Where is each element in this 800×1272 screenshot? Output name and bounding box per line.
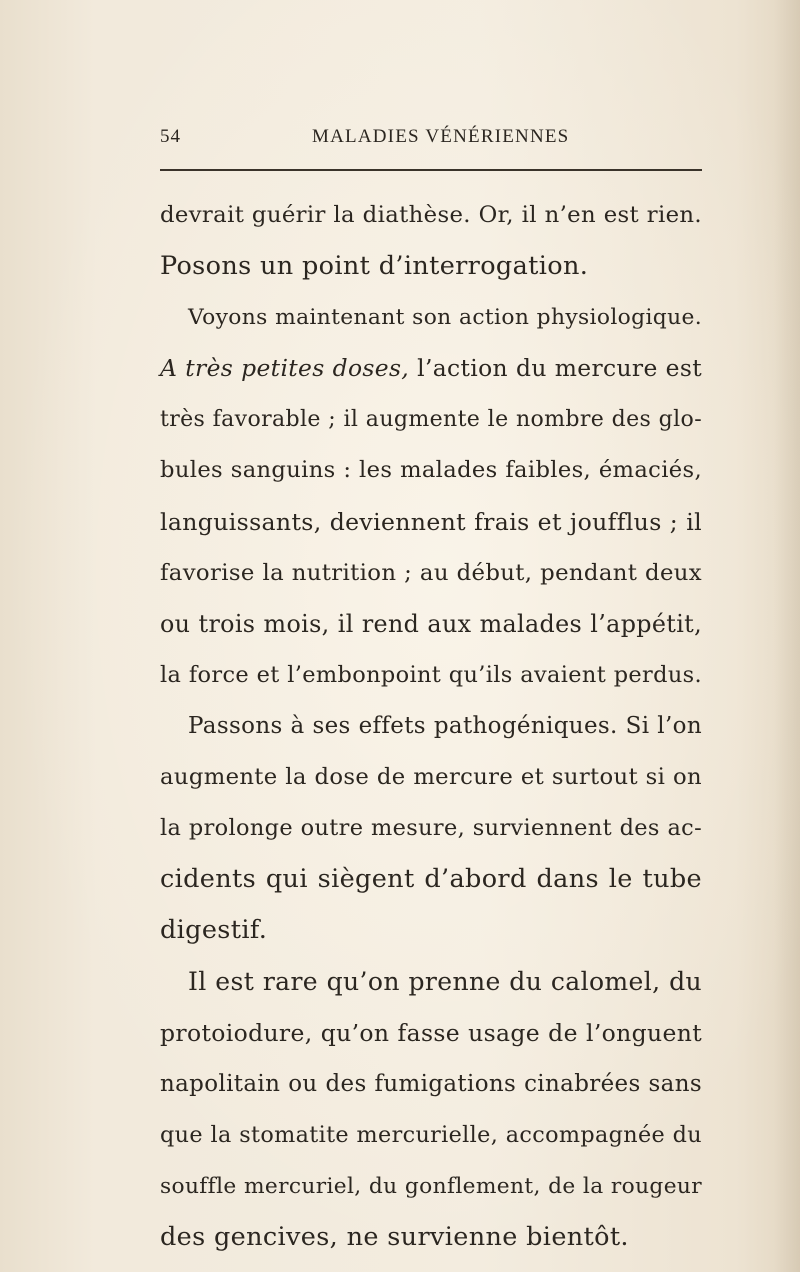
page-number: 54 xyxy=(160,126,181,147)
text-line: cidents qui siègent d’abord dans le tube xyxy=(160,864,702,895)
text-line: digestif. xyxy=(160,915,268,946)
page-edge-shadow xyxy=(774,0,800,1272)
text-line: bules sanguins : les malades faibles, émaciés, xyxy=(160,457,702,484)
text-line: ou trois mois, il rend aux malades l’appétit, xyxy=(160,609,702,638)
text-line: Voyons maintenant son action physiologique. xyxy=(188,305,702,331)
text-line: des gencives, ne survienne bientôt. xyxy=(160,1221,629,1252)
body-text xyxy=(160,190,702,1263)
text-line: la prolonge outre mesure, surviennent des ac- xyxy=(160,815,702,842)
text-line: Passons à ses effets pathogéniques. Si l’on xyxy=(188,712,702,739)
running-head xyxy=(160,122,702,152)
text-line: que la stomatite mercurielle, accompagnée du xyxy=(160,1121,702,1148)
header-rule xyxy=(160,169,702,171)
italic-phrase-start: A xyxy=(160,354,178,383)
text-line: la force et l’embonpoint qu’ils avaient perdus. xyxy=(160,661,702,688)
text-line xyxy=(160,343,702,394)
running-title: MALADIES VÉNÉRIENNES xyxy=(312,126,570,147)
text-line: Posons un point d’interrogation. xyxy=(160,251,589,282)
text-line: Il est rare qu’on prenne du calomel, du xyxy=(188,967,702,997)
text-line: devrait guérir la diathèse. Or, il n’en est rien. xyxy=(160,202,702,228)
text-line: napolitain ou des fumigations cinabrées sans xyxy=(160,1070,702,1097)
text-line: protoiodure, qu’on fasse usage de l’onguent xyxy=(160,1018,702,1047)
text-line: languissants, deviennent frais et joufflus ; il xyxy=(160,507,702,536)
text-line: augmente la dose de mercure et surtout si on xyxy=(160,764,702,791)
italic-phrase: très petites doses, xyxy=(185,354,410,383)
text-line-rest: l’action du mercure est xyxy=(417,354,702,383)
text-line: souffle mercuriel, du gonflement, de la rougeur xyxy=(160,1173,702,1199)
text-line: très favorable ; il augmente le nombre des glo- xyxy=(160,407,702,433)
text-line: favorise la nutrition ; au début, pendant deux xyxy=(160,559,702,586)
